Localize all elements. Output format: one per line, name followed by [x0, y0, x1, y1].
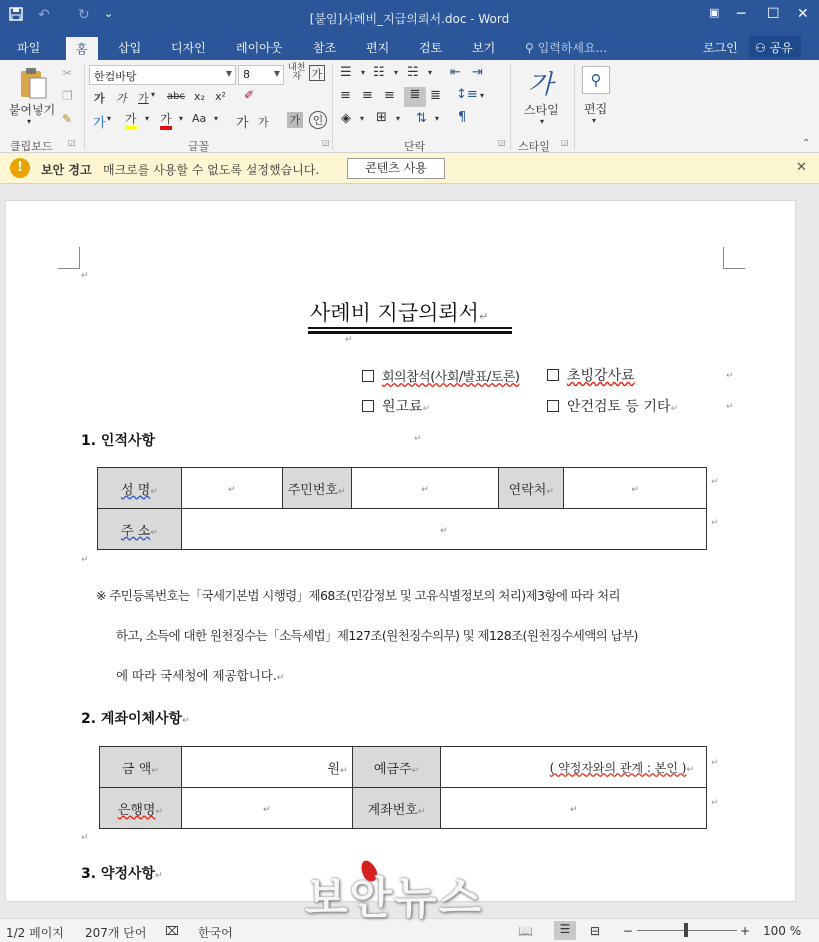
- font-launcher-icon[interactable]: ◲: [322, 138, 330, 147]
- heading-text: 3. 약정사항: [81, 866, 156, 882]
- cell-text: 성 명: [121, 482, 151, 498]
- multilevel-dropdown-icon[interactable]: ▾: [428, 68, 433, 77]
- group-divider: [84, 64, 85, 150]
- font-name-value: 한컴바탕: [94, 70, 137, 83]
- close-icon[interactable]: ✕: [796, 160, 807, 175]
- zoom-out-icon[interactable]: −: [623, 924, 634, 938]
- font-name-combo[interactable]: [89, 65, 236, 85]
- decrease-indent-icon[interactable]: ⇤: [450, 65, 461, 80]
- checkbox-label: 회의참석(사회/발표/토론): [382, 370, 520, 385]
- tell-me-text: 입력하세요...: [537, 41, 608, 55]
- undo-icon[interactable]: ↶: [38, 7, 50, 23]
- title-bar: [0, 0, 819, 34]
- print-layout-icon[interactable]: ☰: [554, 921, 576, 940]
- document-page[interactable]: [5, 200, 796, 902]
- underline-button[interactable]: 가: [138, 92, 149, 105]
- paragraph-mark: ↵: [345, 335, 353, 345]
- maximize-icon[interactable]: ☐: [767, 6, 780, 22]
- title-underline: [308, 327, 512, 329]
- checkbox-meeting[interactable]: [362, 366, 519, 385]
- notice-line-1: ※ 주민등록번호는「국세기본법 시행령」제68조(민감정보 및 고유식별정보의 처리)제3항에 따라 처리: [96, 588, 620, 603]
- paste-dropdown-icon[interactable]: ▾: [27, 117, 32, 126]
- security-warning-label: 보안 경고: [41, 163, 92, 177]
- account-header: 계좌번호↵: [352, 788, 441, 829]
- text-effects-icon[interactable]: 가: [93, 116, 106, 131]
- increase-indent-icon[interactable]: ⇥: [472, 65, 483, 80]
- editing-button[interactable]: 편집: [584, 102, 608, 116]
- cell-text: 금 액: [122, 761, 152, 777]
- address-header: 주 소↵: [98, 509, 182, 550]
- paragraph-mark: ↵: [726, 402, 734, 412]
- numbering-icon[interactable]: ☷: [373, 65, 385, 80]
- shrink-font-button[interactable]: 가: [258, 116, 269, 129]
- shading-dropdown-icon[interactable]: ▾: [360, 114, 365, 123]
- styles-launcher-icon[interactable]: ◲: [561, 138, 569, 147]
- chevron-down-icon: ▼: [225, 69, 232, 78]
- justify-icon[interactable]: ≣: [404, 87, 426, 107]
- font-color-dropdown-icon[interactable]: ▾: [179, 114, 184, 123]
- security-warning-message: 매크로를 사용할 수 없도록 설정했습니다.: [103, 163, 320, 177]
- bullets-dropdown-icon[interactable]: ▾: [361, 68, 366, 77]
- borders-dropdown-icon[interactable]: ▾: [396, 114, 401, 123]
- paragraph-mark: ↵: [711, 798, 719, 808]
- crop-mark: [723, 247, 745, 269]
- paragraph-mark: ↵: [711, 518, 719, 528]
- cell-text: 주 소: [121, 523, 151, 539]
- clipboard-launcher-icon[interactable]: ◲: [68, 138, 76, 147]
- window-title: [붙임]사례비_지급의뢰서.doc - Word: [309, 12, 510, 26]
- login-button[interactable]: 로그인: [703, 41, 738, 55]
- paragraph-group-label: 단락: [404, 140, 426, 153]
- vertical-scrollbar[interactable]: [804, 186, 817, 916]
- paragraph-mark: ↵: [81, 555, 89, 565]
- tab-insert[interactable]: 삽입: [118, 41, 142, 55]
- checkbox-manuscript[interactable]: 원고료↵: [362, 396, 430, 416]
- contact-cell[interactable]: ↵: [564, 468, 707, 509]
- superscript-button[interactable]: x²: [215, 90, 226, 103]
- bold-button[interactable]: 가: [94, 92, 105, 105]
- notice-line-2: 하고, 소득에 대한 원천징수는「소득세법」제127조(원천징수의무) 및 제128조(원천징수세액의 납부): [116, 628, 638, 643]
- cell-text: 주민번호: [287, 482, 338, 498]
- cell-text: 원: [327, 761, 341, 777]
- paragraph-mark: ↵: [81, 833, 89, 843]
- eraser-icon[interactable]: ✐: [244, 88, 255, 102]
- checkbox-label: 초빙강사료: [567, 368, 635, 384]
- checkbox-icon: [362, 370, 374, 382]
- paragraph-mark: ↵: [711, 477, 719, 487]
- subscript-button[interactable]: x₂: [194, 90, 205, 103]
- checkbox-icon: [547, 369, 559, 381]
- sort-dropdown-icon[interactable]: ▾: [435, 114, 440, 123]
- borders-icon[interactable]: ⊞: [376, 110, 387, 125]
- align-center-icon[interactable]: ≡: [362, 88, 373, 103]
- tab-mailings[interactable]: 편지: [366, 41, 390, 55]
- format-painter-icon[interactable]: ✎: [62, 112, 73, 126]
- tell-me-box[interactable]: [525, 39, 607, 56]
- title-text: 사례비 지급의뢰서: [310, 301, 479, 325]
- name-header: 성 명↵: [98, 468, 182, 509]
- underline-dropdown-icon[interactable]: ▾: [151, 90, 156, 99]
- collapse-ribbon-icon[interactable]: ⌃: [802, 138, 811, 149]
- heading-text: 2. 계좌이체사항: [81, 711, 183, 727]
- checkbox-label: 안건검토 등 기타: [567, 399, 671, 415]
- sort-icon[interactable]: ⇅: [416, 111, 427, 126]
- line-spacing-icon[interactable]: ↕≡: [456, 87, 478, 102]
- checkbox-other[interactable]: 안건검토 등 기타↵: [547, 396, 678, 416]
- cell-text: 예금주: [373, 761, 412, 777]
- proofing-icon[interactable]: ⌧: [165, 924, 179, 938]
- checkbox-lecture-fee[interactable]: [547, 365, 635, 385]
- lightbulb-icon: ⚲: [525, 41, 538, 55]
- zoom-in-icon[interactable]: +: [740, 924, 751, 938]
- tab-references[interactable]: 참조: [313, 41, 337, 55]
- grow-font-icon[interactable]: 내천 자: [288, 63, 306, 82]
- grow-font-button[interactable]: 가: [236, 116, 249, 131]
- security-warning-bar: [0, 153, 819, 184]
- amount-cell[interactable]: 원↵: [181, 747, 352, 788]
- char-shading-icon[interactable]: 가: [287, 112, 303, 128]
- read-mode-icon[interactable]: 📖: [518, 924, 533, 938]
- align-left-icon[interactable]: ≡: [340, 88, 351, 103]
- clear-format-icon[interactable]: 가: [309, 65, 325, 81]
- word-count[interactable]: 207개 단어: [85, 926, 147, 940]
- enable-content-button[interactable]: 콘텐츠 사용: [347, 158, 445, 179]
- section-heading-personal: 1. 인적사항: [81, 433, 156, 449]
- cell-text: 은행명: [117, 802, 156, 818]
- bank-header: 은행명↵: [100, 788, 182, 829]
- highlight-icon[interactable]: 가: [125, 110, 137, 130]
- tab-file[interactable]: 파일: [17, 41, 41, 55]
- numbering-dropdown-icon[interactable]: ▾: [394, 68, 399, 77]
- paste-icon[interactable]: [16, 66, 50, 100]
- strikethrough-button[interactable]: abc: [167, 91, 185, 102]
- cut-icon[interactable]: ✂: [62, 66, 73, 80]
- ribbon: [0, 60, 819, 153]
- highlight-dropdown-icon[interactable]: ▾: [145, 114, 150, 123]
- ribbon-tabs: [0, 34, 819, 60]
- bank-transfer-table: [99, 746, 707, 829]
- shading-icon[interactable]: ◈: [341, 111, 351, 126]
- editing-dropdown-icon[interactable]: ▾: [592, 116, 597, 125]
- holder-header: 예금주↵: [352, 747, 441, 788]
- ribbon-display-icon[interactable]: ▣: [709, 6, 720, 19]
- cell-text: ( 약정자와의 관계 : 본인 ): [549, 760, 687, 775]
- font-color-icon[interactable]: 가: [160, 110, 172, 130]
- styles-icon[interactable]: 가: [528, 70, 554, 100]
- find-icon[interactable]: ⚲: [582, 66, 610, 94]
- share-button[interactable]: [749, 36, 801, 58]
- section-heading-agreement: 3. 약정사항↵: [81, 866, 163, 882]
- paragraph-mark: ↵: [711, 758, 719, 768]
- redo-icon[interactable]: ↻: [78, 7, 90, 23]
- page-count[interactable]: 1/2 페이지: [6, 926, 64, 940]
- group-divider: [332, 64, 333, 150]
- checkbox-label: 원고료: [382, 399, 423, 415]
- italic-button[interactable]: 가: [116, 92, 127, 105]
- paste-button[interactable]: 붙여넣기: [8, 103, 56, 117]
- minimize-icon[interactable]: ─: [737, 6, 746, 22]
- multilevel-list-icon[interactable]: ☵: [407, 65, 419, 80]
- bullets-icon[interactable]: ☰: [340, 65, 352, 80]
- group-divider: [510, 64, 511, 150]
- enclose-char-icon[interactable]: 인: [309, 111, 327, 129]
- warning-icon: !: [10, 158, 30, 178]
- cell-text: 계좌번호: [367, 802, 418, 818]
- tab-view[interactable]: 보기: [472, 41, 496, 55]
- tab-review[interactable]: 검토: [419, 41, 443, 55]
- font-size-value: 8: [243, 68, 250, 81]
- paragraph-mark: ↵: [414, 434, 422, 444]
- amount-header: 금 액↵: [100, 747, 182, 788]
- address-cell[interactable]: ↵: [181, 509, 706, 550]
- person-icon: ⚇: [755, 41, 770, 55]
- notice-text: 에 따라 국세청에 제공합니다.: [116, 668, 277, 683]
- contact-header: 연락처↵: [499, 468, 564, 509]
- styles-group-label: 스타일: [518, 140, 550, 153]
- align-right-icon[interactable]: ≡: [384, 88, 395, 103]
- web-layout-icon[interactable]: ⊟: [590, 924, 601, 938]
- close-icon[interactable]: ✕: [797, 6, 809, 22]
- crop-mark: [58, 247, 80, 269]
- copy-icon[interactable]: ❐: [62, 89, 73, 103]
- holder-cell[interactable]: ( 약정자와의 관계 : 본인 )↵: [441, 747, 707, 788]
- checkbox-icon: [547, 400, 559, 412]
- distributed-icon[interactable]: ≣: [430, 88, 441, 103]
- section-heading-transfer: 2. 계좌이체사항↵: [81, 711, 190, 727]
- tab-design[interactable]: 디자인: [171, 41, 206, 55]
- language-indicator[interactable]: 한국어: [198, 926, 233, 940]
- customize-qat-icon[interactable]: ⌄: [104, 7, 114, 20]
- tab-home[interactable]: 홈: [66, 37, 98, 60]
- font-size-combo[interactable]: [238, 65, 284, 85]
- group-divider: [574, 64, 575, 150]
- name-cell[interactable]: ↵: [181, 468, 282, 509]
- paragraph-mark: ↵: [81, 271, 89, 281]
- rrn-header: 주민번호↵: [282, 468, 351, 509]
- chevron-down-icon: ▼: [273, 69, 280, 78]
- change-case-button[interactable]: Aa: [192, 112, 207, 125]
- document-title: 사례비 지급의뢰서↵: [310, 301, 489, 325]
- paragraph-mark: ↵: [726, 371, 734, 381]
- change-case-dropdown-icon[interactable]: ▾: [214, 114, 219, 123]
- account-cell[interactable]: ↵: [441, 788, 707, 829]
- show-marks-icon[interactable]: ¶: [458, 110, 467, 125]
- watermark-logo: 보안뉴스: [305, 873, 484, 924]
- notice-line-3: 에 따라 국세청에 제공합니다.↵: [116, 668, 285, 683]
- line-spacing-dropdown-icon[interactable]: ▾: [480, 91, 485, 100]
- font-group-label: 글꼴: [188, 140, 210, 153]
- clipboard-group-label: 클립보드: [10, 140, 53, 153]
- styles-button[interactable]: 스타일: [524, 103, 559, 117]
- zoom-slider-thumb[interactable]: [684, 923, 688, 937]
- rrn-cell[interactable]: ↵: [351, 468, 499, 509]
- checkbox-icon: [362, 400, 374, 412]
- tab-layout[interactable]: 레이아웃: [236, 41, 283, 55]
- share-label: 공유: [769, 41, 793, 55]
- zoom-level[interactable]: 100 %: [763, 924, 802, 938]
- title-underline: [308, 331, 512, 334]
- personal-info-table: [97, 467, 707, 550]
- text-effects-dropdown-icon[interactable]: ▾: [107, 114, 112, 123]
- styles-dropdown-icon[interactable]: ▾: [540, 117, 545, 126]
- cell-text: 연락처: [508, 482, 547, 498]
- bank-cell[interactable]: ↵: [181, 788, 352, 829]
- paragraph-launcher-icon[interactable]: ◲: [498, 138, 506, 147]
